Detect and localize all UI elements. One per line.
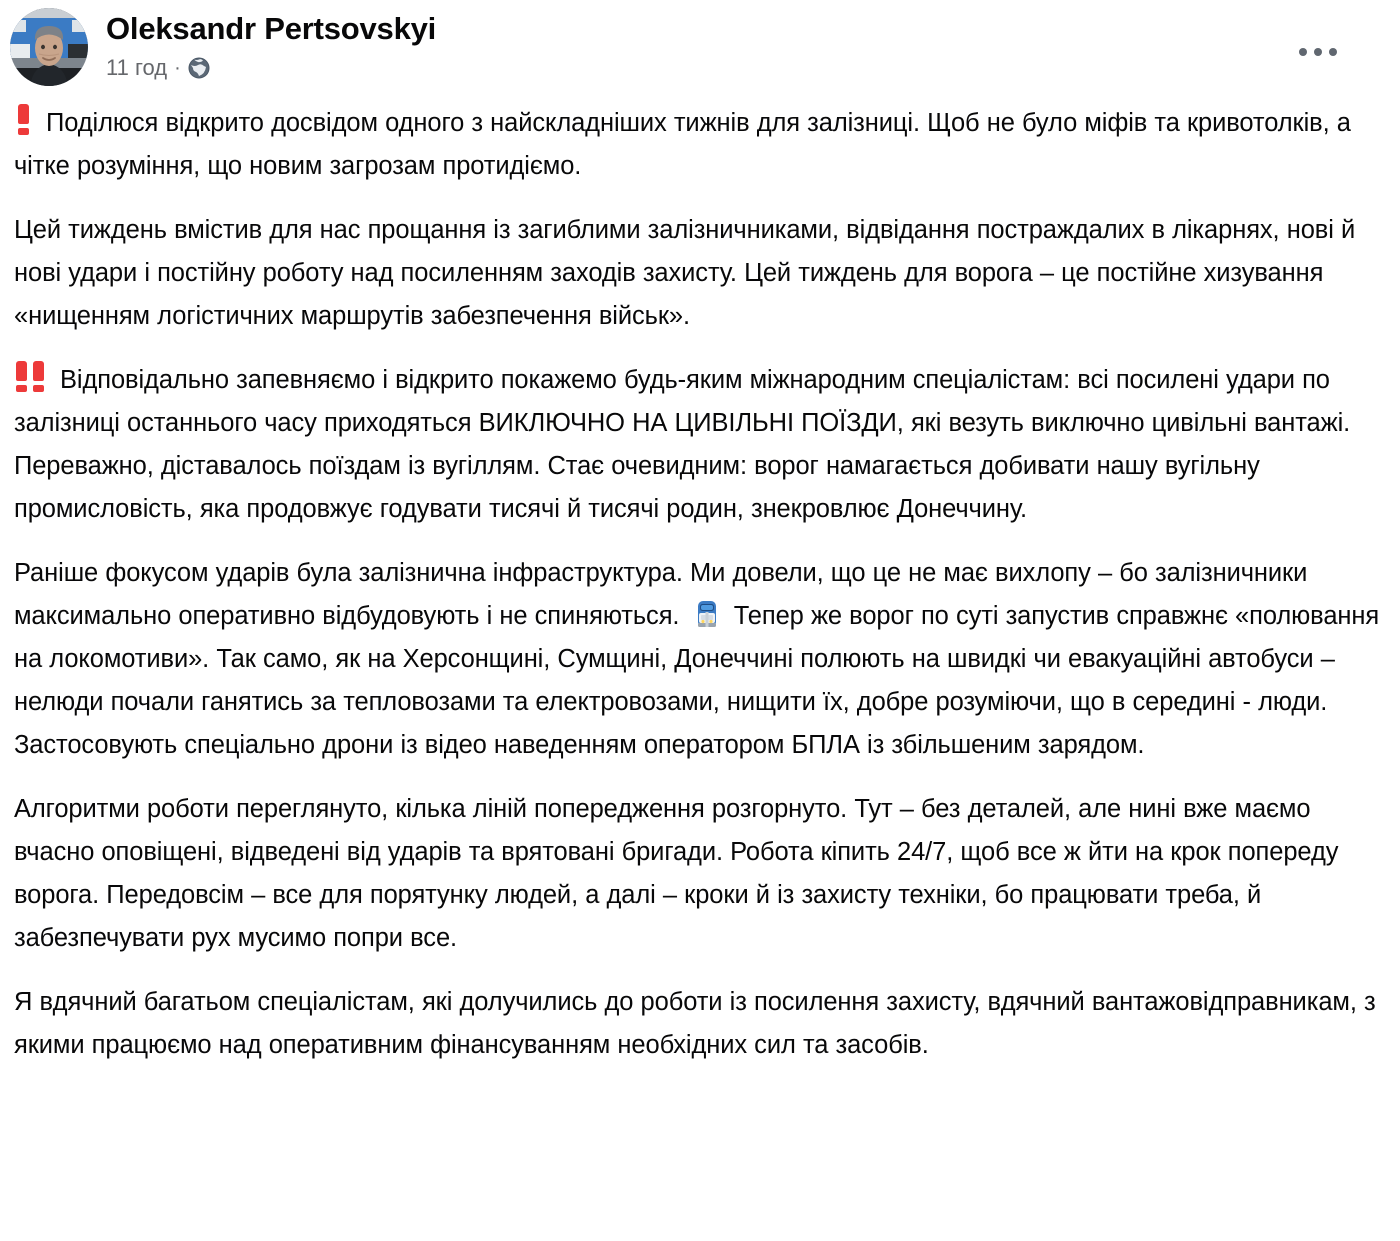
meta-separator: ·	[174, 57, 181, 79]
post-options-menu-button[interactable]	[1288, 34, 1348, 70]
ellipsis-icon-dot	[1299, 48, 1307, 56]
post-paragraph	[14, 788, 1386, 960]
paragraph-text: Поділюся відкрито досвідом одного з найскладніших тижнів для залізниці. Щоб не було міфів та кривотолків, а чітке розуміння, що новим загрозам протидіємо.	[14, 109, 1351, 180]
avatar[interactable]	[10, 8, 88, 86]
paragraph-text-before-emoji: Раніше фокусом ударів була залізнична інфраструктура. Ми довели, що це не має вихлопу – бо залізничники максимально оперативно відбудовують і не спиняються.	[14, 559, 1308, 630]
avatar-image[interactable]	[10, 8, 88, 86]
post-body	[0, 96, 1400, 1067]
paragraph-text: Цей тиждень вмістив для нас прощання із загиблими залізничниками, відвідання постраждалих в лікарнях, нові й нові удари і постійну роботу над посиленням заходів захисту. Цей тиждень для ворога – це постійне хизування «нищенням логістичних маршрутів забезпечення військ».	[14, 216, 1356, 330]
paragraph-text: Я вдячний багатьом спеціалістам, які долучились до роботи із посилення захисту, вдячний вантажовідправникам, з якими працюємо над оперативним фінансуванням необхідних сил та засобів.	[14, 988, 1376, 1059]
ellipsis-icon-dot	[1329, 48, 1337, 56]
post-timestamp[interactable]: 11 год	[106, 55, 168, 80]
paragraph-text: Алгоритми роботи переглянуто, кілька ліній попередження розгорнуто. Тут – без деталей, але нині вже маємо вчасно оповіщені, відведені від ударів та врятовані бригади. Робота кіпить 24/7, щоб все ж йти на крок попереду ворога. Передовсім – все для порятунку людей, а далі – кроки й із захисту техніки, бо працювати треба, й забезпечувати рух мусимо попри все.	[14, 795, 1339, 952]
ellipsis-icon-dot	[1314, 48, 1322, 56]
post-paragraph	[14, 209, 1386, 338]
train-emoji	[692, 599, 722, 629]
paragraph-text: Відповідально запевняємо і відкрито покажемо будь-яким міжнародним спеціалістам: всі посилені удари по залізниці останнього часу приходяться ВИКЛЮЧНО НА ЦИВІЛЬНІ ПОЇЗДИ, які везуть виключно цивільні вантажі. Переважно, діставалось поїздам із вугіллям. Стає очевидним: ворог намагається добивати нашу вугільну промисловість, яка продовжує годувати тисячі й тисячі родин, знекровлює Донеччину.	[14, 366, 1351, 523]
globe-icon[interactable]	[188, 57, 210, 79]
post-paragraph	[14, 981, 1386, 1067]
post-paragraph	[14, 552, 1386, 767]
post-paragraph	[14, 102, 1386, 188]
exclamation-mark-emoji	[14, 103, 34, 135]
post-header	[0, 0, 1400, 96]
post-paragraph	[14, 359, 1386, 531]
post-meta	[106, 55, 436, 81]
author-name[interactable]: Oleksandr Pertsovskyi	[106, 11, 437, 46]
paragraph-text-after-emoji: Тепер же ворог по суті запустив справжнє «полювання на локомотиви». Так само, як на Херсонщині, Сумщині, Донеччині полюють на швидкі чи евакуаційні автобуси – нелюди почали ганятись за тепловозами та електровозами, нищити їх, добре розуміючи, що в середині - люди. Застосовують спеціально дрони із відео наведенням оператором БПЛА із збільшеним зарядом.	[14, 602, 1380, 759]
post-header-text	[106, 8, 436, 81]
double-exclamation-mark-emoji	[14, 360, 48, 392]
